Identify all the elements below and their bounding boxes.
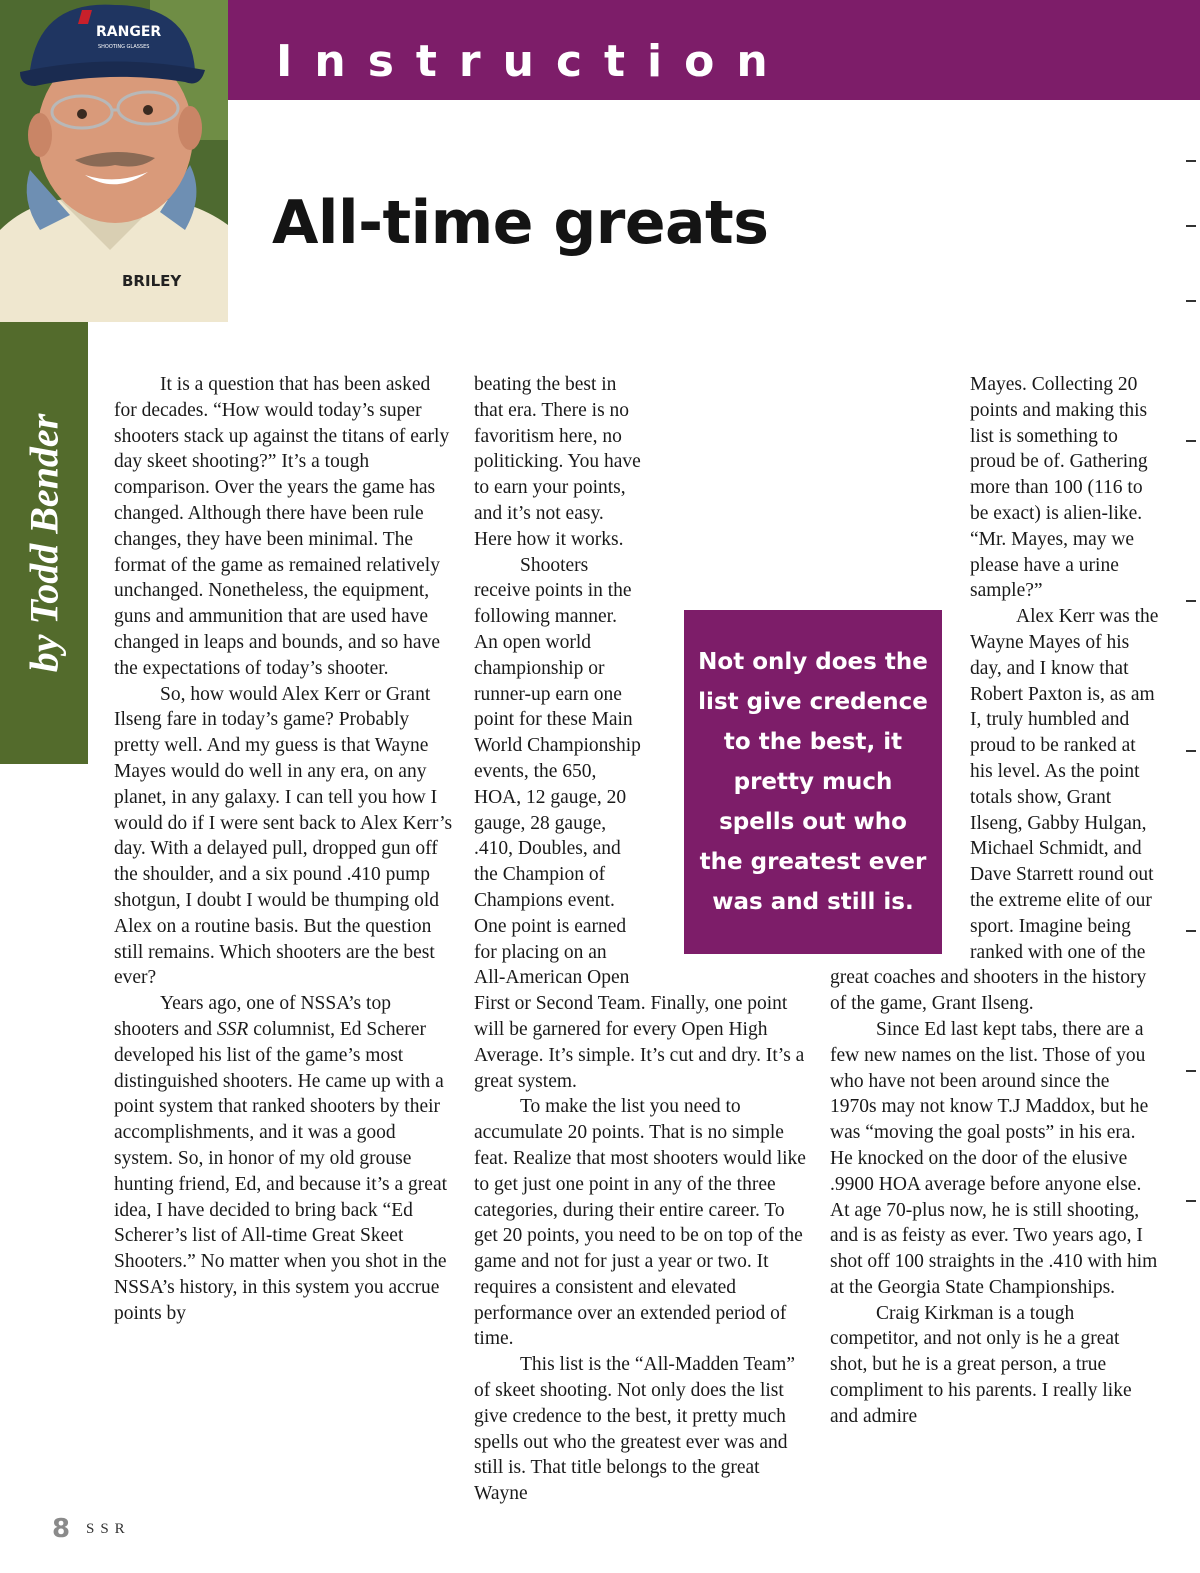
- paragraph: Since Ed last kept tabs, there are a few new names on the list. Those of you who have not been around since the 1970s may not know T.J Maddox, but he was “moving the goal posts” in his era. He knocked on the door of the elusive .9900 HOA average before anyone else. At age 70-plus now, he is still shooting, and is as feisty as ever. Two years ago, I shot off 100 straights in the .410 with him at the Georgia State Championships.: [830, 1018, 1158, 1298]
- magazine-footer: SSR: [86, 1521, 131, 1537]
- shirt-logo-text: BRILEY: [122, 272, 182, 290]
- page-title: All-time greats: [272, 188, 769, 258]
- page-number: 8: [52, 1514, 71, 1544]
- paragraph: So, how would Alex Kerr or Grant Ilseng fare in today’s game? Probably pretty well. And my guess is that Wayne Mayes would do well in any era, on any planet, in any galaxy. I can tell you how I would do if I were sent back to Alex Kerr’s day. With a delayed pull, dropped gun off the shoulder, and a six pound .410 pump shotgun, I doubt I would be thumping old Alex on a routine basis. But the question still remains. Which shooters are the best ever?: [114, 683, 453, 989]
- article-column-1: [114, 372, 454, 1326]
- author-photo: [0, 0, 228, 322]
- paragraph: beating the best in that era. There is no favoritism here, no politicking. You have to earn your points, and it’s not easy. Here how it works.: [474, 374, 641, 550]
- paragraph: Mayes. Collecting 20 points and making this list is something to proud be of. Gathering more than 100 (116 to be exact) is alien-like. “Mr. Mayes, may we please have a urine sample?”: [970, 374, 1148, 602]
- paragraph: This list is the “All-Madden Team” of skeet shooting. Not only does the list give credence to the best, it pretty much spells out who the greatest ever was and still is. That title belongs to the great Wayne: [474, 1354, 796, 1505]
- text-run: Years ago, one of NSSA’s top shooters and: [114, 993, 391, 1040]
- scan-edge-marks: [1178, 130, 1200, 1230]
- text-run: columnist, Ed Scherer developed his list of the game’s most distinguished shooters. He came up with a point system that ranked shooters by their accomplishments, and it was a good system. So, in honor of my old grouse hunting friend, Ed, and because it’s a great idea, I have decided to bring back “Ed Scherer’s list of All-time Great Skeet Shooters.” No matter when you shot in the NSSA’s history, in this system you accrue points by: [114, 1018, 448, 1324]
- paragraph: Alex Kerr was the Wayne Mayes of his day, and I know that Robert Paxton is, as am I, truly humbled and proud to be ranked at his level. As the point totals show, Grant Ilseng, Gabby Hulgan, Michael Schmidt, and Dave Starrett round out the extreme elite of our sport. Imagine being ranked with one of the great coaches and shooters in the history of the game, Grant Ilseng.: [830, 606, 1159, 1015]
- byline-bar: [0, 322, 88, 764]
- author-portrait-illustration: [0, 0, 228, 322]
- paragraph: [114, 991, 454, 1326]
- section-label: Instruction: [276, 36, 790, 87]
- paragraph: It is a question that has been asked for decades. “How would today’s super shooters stack up against the titans of early day skeet shooting?” It’s a tough comparison. Over the years the game has changed. Although there have been rule changes, they have been minimal. The format of the game as remained relatively unchanged. Nonetheless, the equipment, guns and ammunition that are used have changed in leaps and bounds, and so have the expectations of today’s shooter.: [114, 374, 450, 679]
- byline: by Todd Bender: [21, 413, 67, 673]
- cap-logo-text: RANGER: [96, 24, 162, 40]
- magazine-name-italic: SSR: [216, 1018, 249, 1040]
- pull-quote: [684, 610, 942, 954]
- paragraph: To make the list you need to accumulate 20 points. That is no simple feat. Realize that most shooters would like to get just one point in any of the three categories, during their entire career. To get 20 points, you need to be on top of the game and not for just a year or two. It requires a consistent and elevated performance over an extended period of time.: [474, 1096, 806, 1350]
- paragraph: Shooters receive points in the following manner. An open world championship or runner-up earn one point for these Main World Championship events, the 650, HOA, 12 gauge, 20 gauge, 28 gauge, .410, Doubles, and the Champion of Champions event. One point is earned for placing on an All-American Open First or Second Team. Finally, one point will be garnered for every Open High Average. It’s simple. It’s cut and dry. It’s a great system.: [474, 554, 805, 1092]
- section-header-bar: [228, 0, 1200, 100]
- paragraph: Craig Kirkman is a tough competitor, and not only is he a great shot, but he is a great person, a true compliment to his parents. I really like and admire: [830, 1302, 1132, 1427]
- cap-logo-subtext: SHOOTING GLASSES: [98, 44, 150, 50]
- pull-quote-text: Not only does the list give credence to the best, it pretty much spells out who the greatest ever was and still is.: [698, 649, 928, 915]
